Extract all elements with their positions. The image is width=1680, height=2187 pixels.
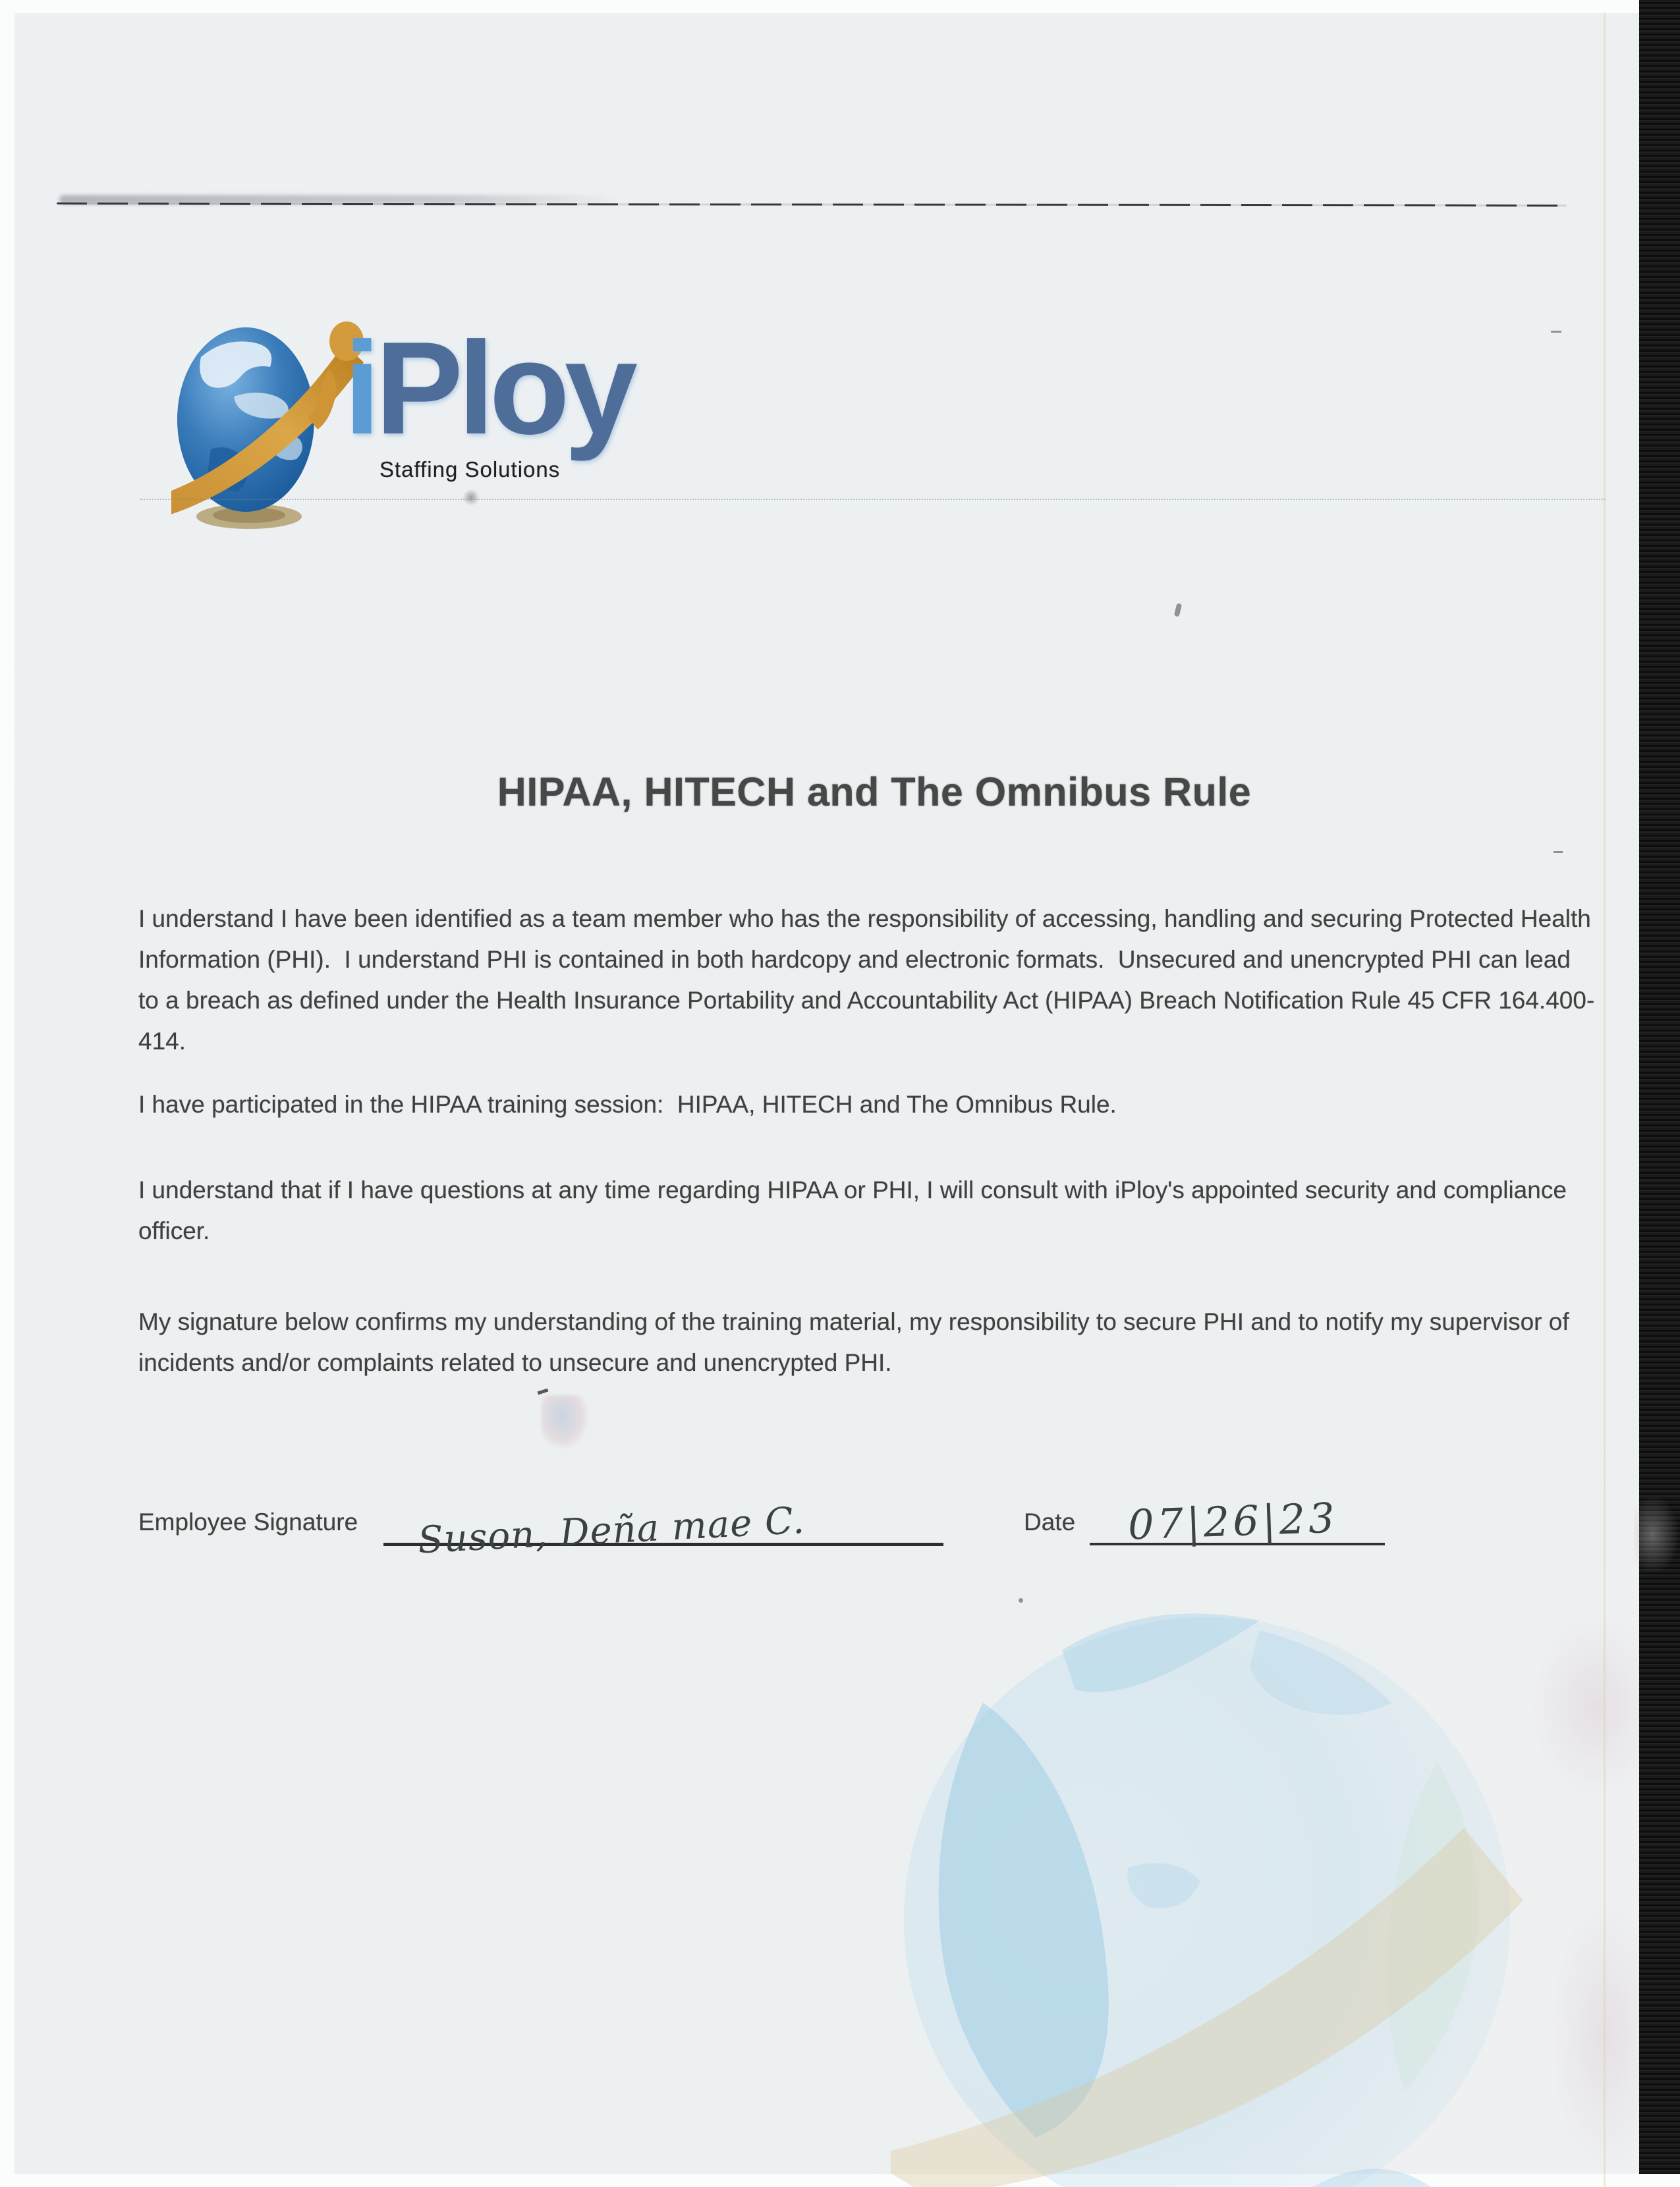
scan-speck (1174, 603, 1183, 617)
scan-speck (1019, 1598, 1023, 1603)
paragraph-1: I understand I have been identified as a team member who has the responsibility of accessing, handling and securing Protected Health Information (PHI). I understand PHI is contained in both hardcopy and electronic formats. Unsecured and unencrypted PHI can lead to a breach as defined under the Health Insurance Portability and Accountability Act (HIPAA) Breach Notification Rule 45 CFR 164.400-414. (138, 905, 1598, 1055)
scanner-edge-strip (1639, 0, 1680, 2174)
date-label: Date (1024, 1509, 1076, 1536)
employee-signature-line (383, 1482, 943, 1563)
scanner-edge-glare (1634, 1495, 1680, 1574)
scan-speck (1551, 331, 1561, 333)
company-logo (171, 315, 672, 535)
date-line (1090, 1482, 1385, 1549)
letterhead-divider (140, 499, 1606, 500)
brand-text (344, 315, 632, 462)
brand-rest: Ploy (375, 315, 632, 462)
paragraph-3: I understand that if I have questions at any time regarding HIPAA or PHI, I will consult with iPloy's appointed security and compliance officer. (138, 1177, 1574, 1244)
scan-streak (1604, 13, 1606, 2187)
paper-background (14, 13, 1639, 2174)
paragraph-2: I have participated in the HIPAA training session: HIPAA, HITECH and The Omnibus Rule. (138, 1091, 1117, 1118)
employee-signature-label: Employee Signature (138, 1509, 358, 1536)
ink-smudge (542, 1395, 588, 1448)
paragraph-4: My signature below confirms my understanding of the training material, my responsibility to secure PHI and to notify my supervisor of incidents and/or complaints related to unsecure and unencrypted PHI. (138, 1308, 1576, 1376)
brand-tagline: Staffing Solutions (379, 457, 561, 482)
page-title: HIPAA, HITECH and The Omnibus Rule (497, 769, 1252, 814)
divider-smudge (462, 489, 480, 506)
date-value: 07|26|23 (1127, 1493, 1339, 1549)
employee-signature-value: Suson, Deña mae C. (416, 1499, 806, 1563)
brand-letter-i: i (344, 315, 376, 462)
scan-line-artifact (57, 202, 1567, 206)
ink-mark (538, 1389, 549, 1395)
scan-speck (1554, 851, 1563, 853)
watermark-globe-icon (891, 1591, 1556, 2187)
